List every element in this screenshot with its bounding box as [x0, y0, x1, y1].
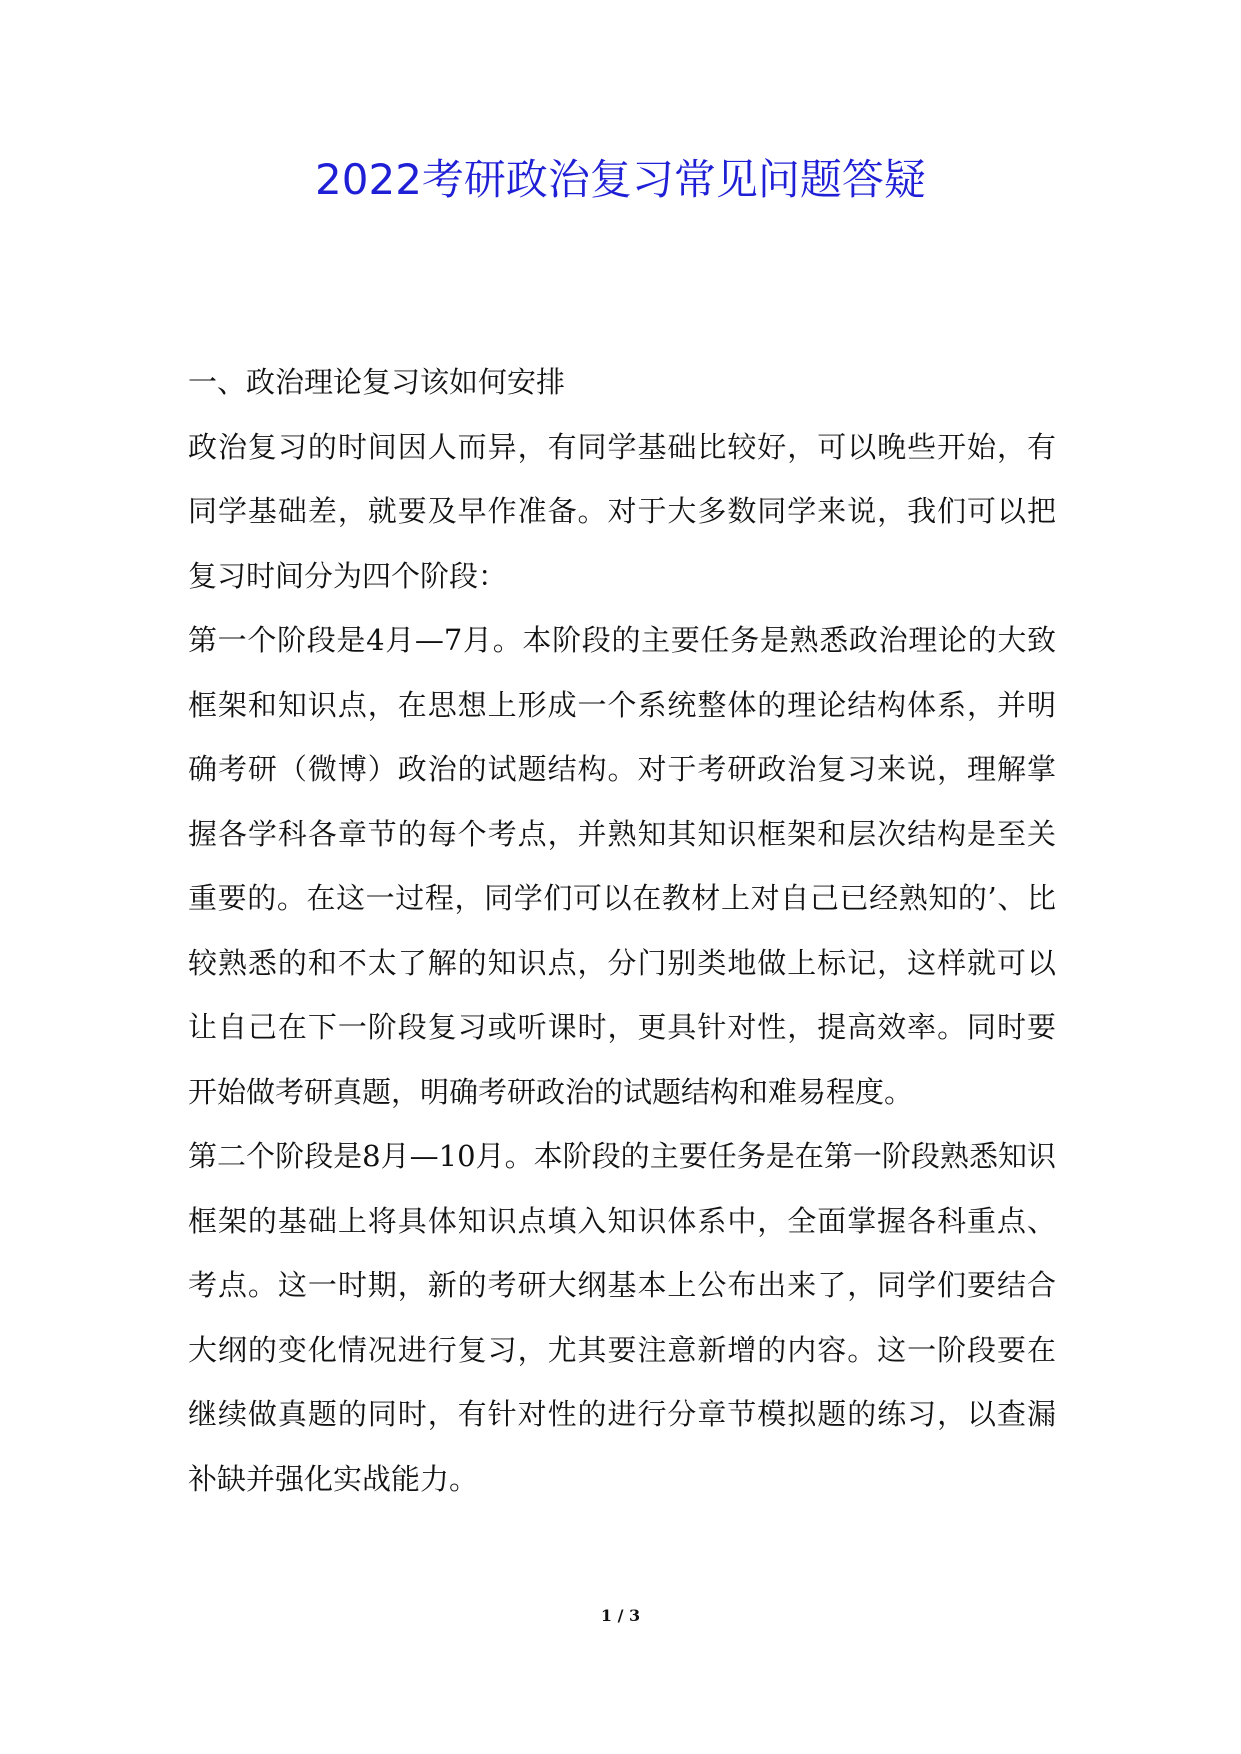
- document-body: [188, 350, 1056, 1511]
- paragraph-intro: 政治复习的时间因人而异，有同学基础比较好，可以晚些开始，有同学基础差，就要及早作准备。对于大多数同学来说，我们可以把复习时间分为四个阶段：: [188, 429, 1056, 593]
- section-heading: 一、政治理论复习该如何安排: [188, 365, 566, 399]
- paragraph-stage-one: 第一个阶段是4月—7月。本阶段的主要任务是熟悉政治理论的大致框架和知识点，在思想上形成一个系统整体的理论结构体系，并明确考研（微博）政治的试题结构。对于考研政治复习来说，理解掌握各学科各章节的每个考点，并熟知其知识框架和层次结构是至关重要的。在这一过程，同学们可以在教材上对自己已经熟知的’、比较熟悉的和不太了解的知识点，分门别类地做上标记，这样就可以让自己在下一阶段复习或听课时，更具针对性，提高效率。同时要开始做考研真题，明确考研政治的试题结构和难易程度。: [188, 623, 1056, 1109]
- paragraph-stage-two: 第二个阶段是8月—10月。本阶段的主要任务是在第一阶段熟悉知识框架的基础上将具体知识点填入知识体系中，全面掌握各科重点、考点。这一时期，新的考研大纲基本上公布出来了，同学们要结合大纲的变化情况进行复习，尤其要注意新增的内容。这一阶段要在继续做真题的同时，有针对性的进行分章节模拟题的练习，以查漏补缺并强化实战能力。: [188, 1139, 1056, 1496]
- page-number: 1 / 3: [600, 1606, 641, 1625]
- document-title: 2022考研政治复习常见问题答疑: [315, 155, 926, 204]
